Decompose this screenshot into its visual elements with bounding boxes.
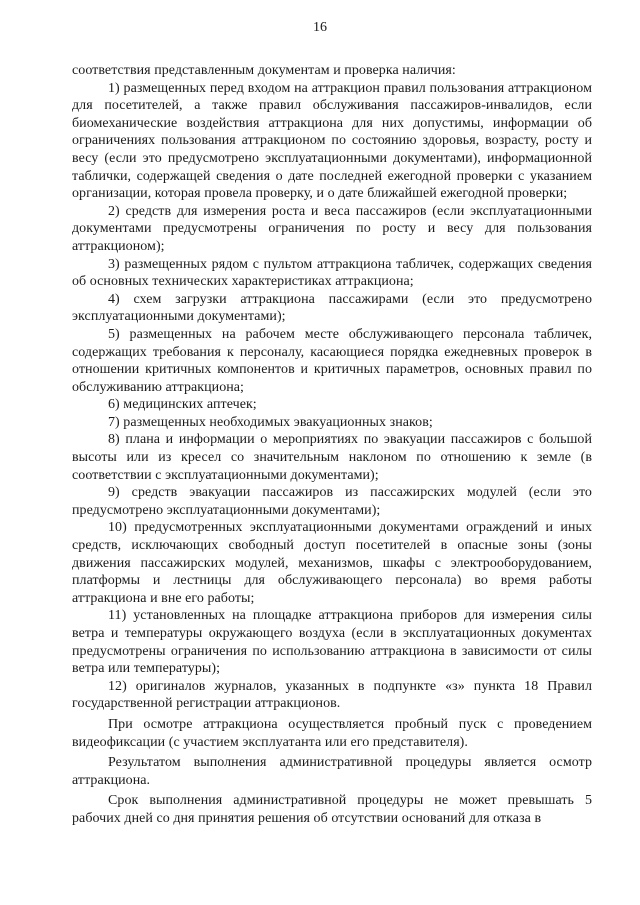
paragraph-deadline: Срок выполнения административной процедуры не может превышать 5 рабочих дней со дня принятия решения об отсутствии оснований для отказа в [72, 793, 592, 826]
list-item-11: 11) установленных на площадке аттракциона приборов для измерения силы ветра и температуры окружающего воздуха (если в эксплуатационных документах предусмотрены ограничения по использованию аттракциона в зависимости от силы ветра или температуры); [72, 608, 592, 677]
document-body [72, 62, 592, 828]
list-item-12: 12) оригиналов журналов, указанных в подпункте «з» пункта 18 Правил государственной регистрации аттракционов. [72, 678, 592, 712]
list-item-10: 10) предусмотренных эксплуатационными документами ограждений и иных средств, исключающих свободный доступ посетителей в опасные зоны (зоны движения пассажирских модулей, механизмов, шкафы с электрооборудованием, платформы и лестницы для обслуживающего персонала) во время работы аттракциона и вне его работы; [72, 520, 592, 606]
page-number: 16 [313, 20, 327, 35]
list-item-4: 4) схем загрузки аттракциона пассажирами (если это предусмотрено эксплуатационными документами); [72, 291, 592, 325]
paragraph-test-run: При осмотре аттракциона осуществляется пробный пуск с проведением видеофиксации (с участием эксплуатанта или его представителя). [72, 716, 592, 750]
list-item-2: 2) средств для измерения роста и веса пассажиров (если эксплуатационными документами предусмотрены ограничения по росту и весу для пользования аттракционом); [72, 203, 592, 254]
list-item-1: 1) размещенных перед входом на аттракцион правил пользования аттракционом для посетителей, а также правил обслуживания пассажиров-инвалидов, если биомеханические воздействия аттракциона для них допустимы, информации об ограничениях пользования аттракционом по состоянию здоровья, возрасту, росту и весу (если это предусмотрено эксплуатационными документами), информационной таблички, содержащей сведения о дате последней ежегодной проверки с указанием организации, которая провела проверку, и о дате ближайшей ежегодной проверки; [72, 80, 592, 202]
list-item-5: 5) размещенных на рабочем месте обслуживающего персонала табличек, содержащих требования к персоналу, касающиеся порядка ежедневных проверок в отношении критичных компонентов и критичных параметров, основных правил по обслуживанию аттракциона; [72, 326, 592, 395]
list-item-9: 9) средств эвакуации пассажиров из пассажирских модулей (если это предусмотрено эксплуатационными документами); [72, 485, 592, 518]
list-item-6: 6) медицинских аптечек; [108, 397, 257, 413]
paragraph-result: Результатом выполнения административной процедуры является осмотр аттракциона. [72, 755, 592, 788]
list-item-7: 7) размещенных необходимых эвакуационных знаков; [108, 414, 433, 430]
paragraph-intro: соответствия представленным документам и проверка наличия: [72, 63, 456, 78]
list-item-3: 3) размещенных рядом с пультом аттракциона табличек, содержащих сведения об основных технических характеристиках аттракциона; [72, 256, 592, 290]
list-item-8: 8) плана и информации о мероприятиях по эвакуации пассажиров с большой высоты или из кресел со значительным наклоном по отношению к земле (в соответствии с эксплуатационными документами); [72, 432, 592, 483]
